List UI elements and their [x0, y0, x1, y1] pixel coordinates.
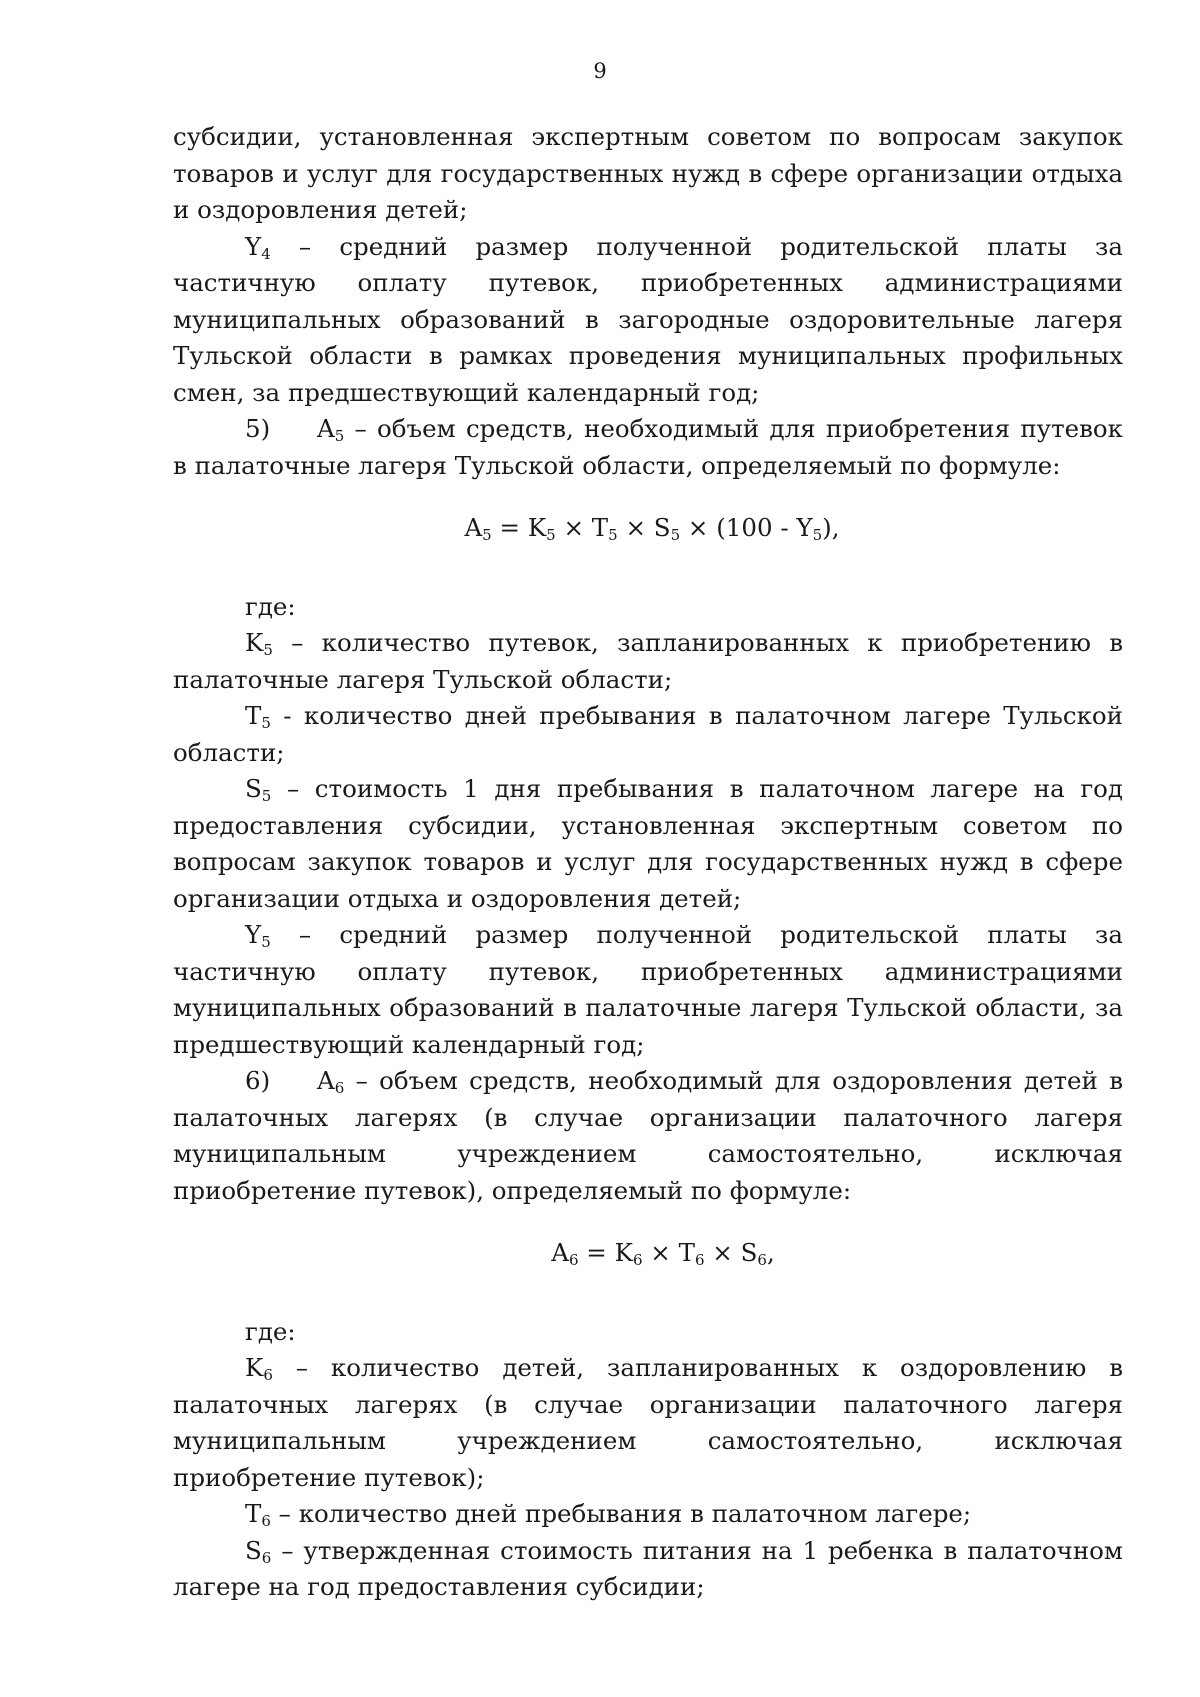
where-label-1: где:: [245, 591, 296, 621]
paragraph-item-5: 5) $A_5$ – объем средств, необходимый для приобретения путевок в палаточные лагеря Тульской области, определяемый по формуле:: [173, 411, 1123, 484]
where-label-2: где:: [245, 1316, 296, 1346]
paragraph-t6-definition: $T_6$ – количество дней пребывания в палаточном лагере;: [245, 1499, 972, 1530]
paragraph-k5-definition: $K_5$ – количество путевок, запланированных к приобретению в палаточные лагеря Тульской области;: [173, 628, 1123, 694]
formula-a5: $A_5 = K_5 \times T_5 \times S_5 \times (100 - Y_5)$,: [464, 513, 840, 544]
item-number: 5): [245, 414, 271, 443]
paragraph-k6-definition: $K_6$ – количество детей, запланированных к оздоровлению в палаточных лагерях (в случае организации палаточного лагеря муниципальным учреждением самостоятельно, исключая приобретение путевок);: [173, 1353, 1123, 1492]
formula-a6: $A_6 = K_6 \times T_6 \times S_6$,: [551, 1238, 775, 1269]
document-body: [173, 119, 1123, 1606]
paragraph-s5-definition: $S_5$ – стоимость 1 дня пребывания в палаточном лагере на год предоставления субсидии, установленная экспертным советом по вопросам закупок товаров и услуг для государственных нужд в сфере организации отдыха и оздоровления детей;: [173, 774, 1123, 913]
paragraph-s6-definition: $S_6$ – утвержденная стоимость питания на 1 ребенка в палаточном лагере на год предоставления субсидии;: [173, 1535, 1123, 1601]
paragraph-subsidy-continuation: субсидии, установленная экспертным советом по вопросам закупок товаров и услуг для государственных нужд в сфере организации отдыха и оздоровления детей;: [173, 122, 1123, 224]
paragraph-y5-definition: $Y_5$ – средний размер полученной родительской платы за частичную оплату путевок, приобретенных администрациями муниципальных образований в палаточные лагеря Тульской области, за предшествующий календарный год;: [173, 920, 1123, 1059]
paragraph-item-6: 6) $A_6$ – объем средств, необходимый для оздоровления детей в палаточных лагерях (в случае организации палаточного лагеря муниципальным учреждением самостоятельно, исключая приобретение путевок), определяемый по формуле:: [173, 1063, 1123, 1209]
paragraph-t5-definition: $T_5$ - количество дней пребывания в палаточном лагере Тульской области;: [173, 701, 1123, 767]
page-number: 9: [593, 59, 607, 83]
item-number: 6): [245, 1066, 271, 1095]
paragraph-y4-definition: $Y_4$ – средний размер полученной родительской платы за частичную оплату путевок, приобретенных администрациями муниципальных образований в загородные оздоровительные лагеря Тульской области в рамках проведения муниципальных профильных смен, за предшествующий календарный год;: [173, 231, 1123, 407]
